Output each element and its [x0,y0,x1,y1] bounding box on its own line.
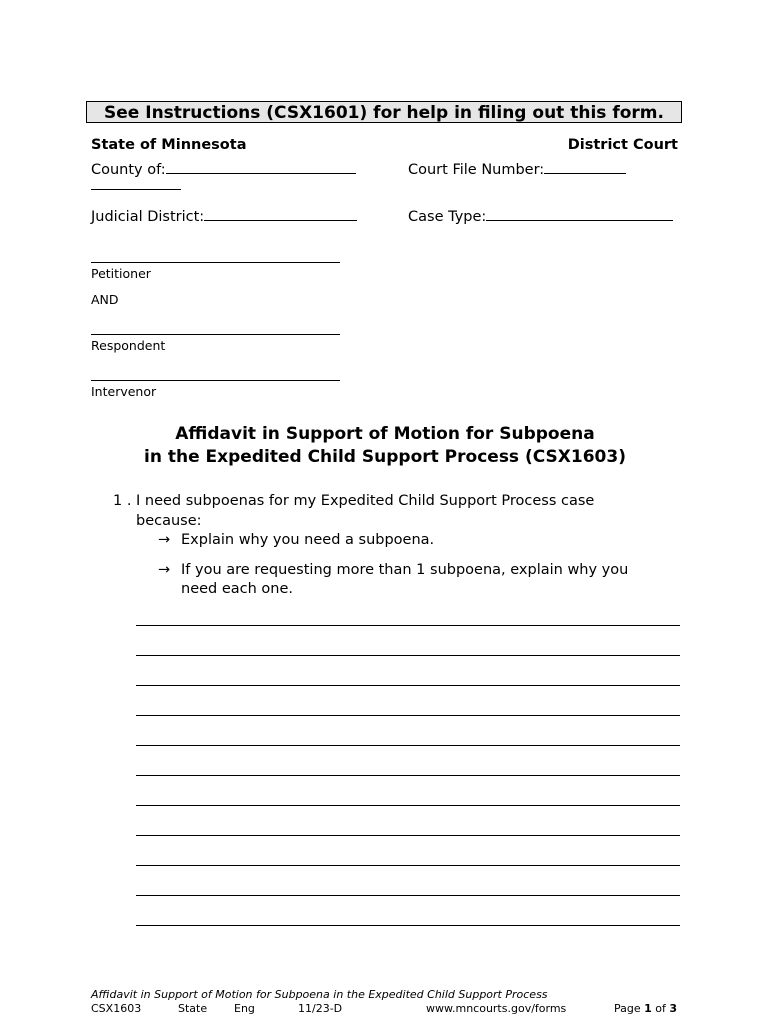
county-continuation-line[interactable] [91,189,181,190]
writing-line[interactable] [136,895,680,896]
bullet-explain: Explain why you need a subpoena. [181,532,435,548]
writing-line[interactable] [136,715,680,716]
writing-line[interactable] [136,865,680,866]
case-type-input-line[interactable] [486,204,673,221]
writing-line[interactable] [136,835,680,836]
petitioner-label: Petitioner [91,266,151,281]
case-type-field[interactable] [408,204,673,225]
court-file-number-input-line[interactable] [544,157,626,174]
page-current: 1 [644,1002,652,1015]
footer-language: Eng [234,1002,255,1015]
item-text-line1: I need subpoenas for my Expedited Child Support Process case [136,493,595,509]
writing-line[interactable] [136,625,680,626]
form-title-line1: Affidavit in Support of Motion for Subpoena [175,424,595,444]
petitioner-line[interactable] [91,262,340,263]
item-number: 1 . [113,493,132,509]
county-label: County of: [91,162,166,178]
respondent-line[interactable] [91,334,340,335]
bullet-multiple-line2: need each one. [181,581,294,597]
footer-revision: 11/23-D [298,1002,343,1015]
county-input-line[interactable] [166,157,356,174]
judicial-district-label: Judicial District: [91,209,205,225]
form-title-line2: in the Expedited Child Support Process (CSX1603) [144,447,626,467]
page-label: Page [614,1002,641,1015]
footer-page-number [614,1002,677,1015]
footer-form-title: Affidavit in Support of Motion for Subpoena in the Expedited Child Support Process [91,988,548,1001]
writing-line[interactable] [136,925,680,926]
writing-line[interactable] [136,775,680,776]
arrow-icon: → [158,532,171,548]
state-label: State of Minnesota [91,137,247,153]
intervenor-label: Intervenor [91,384,157,399]
judicial-district-input-line[interactable] [204,204,357,221]
writing-line[interactable] [136,655,680,656]
writing-line[interactable] [136,685,680,686]
page-of: of [655,1002,666,1015]
case-type-label: Case Type: [408,209,487,225]
court-file-number-label: Court File Number: [408,162,545,178]
instructions-banner: See Instructions (CSX1601) for help in filing out this form. [86,101,682,123]
item-text-line2: because: [136,513,202,529]
bullet-multiple-line1: If you are requesting more than 1 subpoena, explain why you [181,562,629,578]
county-field[interactable] [91,157,356,178]
arrow-icon: → [158,562,171,578]
page-total: 3 [669,1002,678,1015]
respondent-label: Respondent [91,338,166,353]
writing-line[interactable] [136,745,680,746]
writing-line[interactable] [136,805,680,806]
intervenor-line[interactable] [91,380,340,381]
footer-form-code: CSX1603 [91,1002,142,1015]
footer-jurisdiction: State [178,1002,208,1015]
court-label: District Court [567,137,678,153]
footer-website: www.mncourts.gov/forms [426,1002,567,1015]
judicial-district-field[interactable] [91,204,357,225]
court-file-number-field[interactable] [408,157,626,178]
and-label: AND [91,292,119,307]
